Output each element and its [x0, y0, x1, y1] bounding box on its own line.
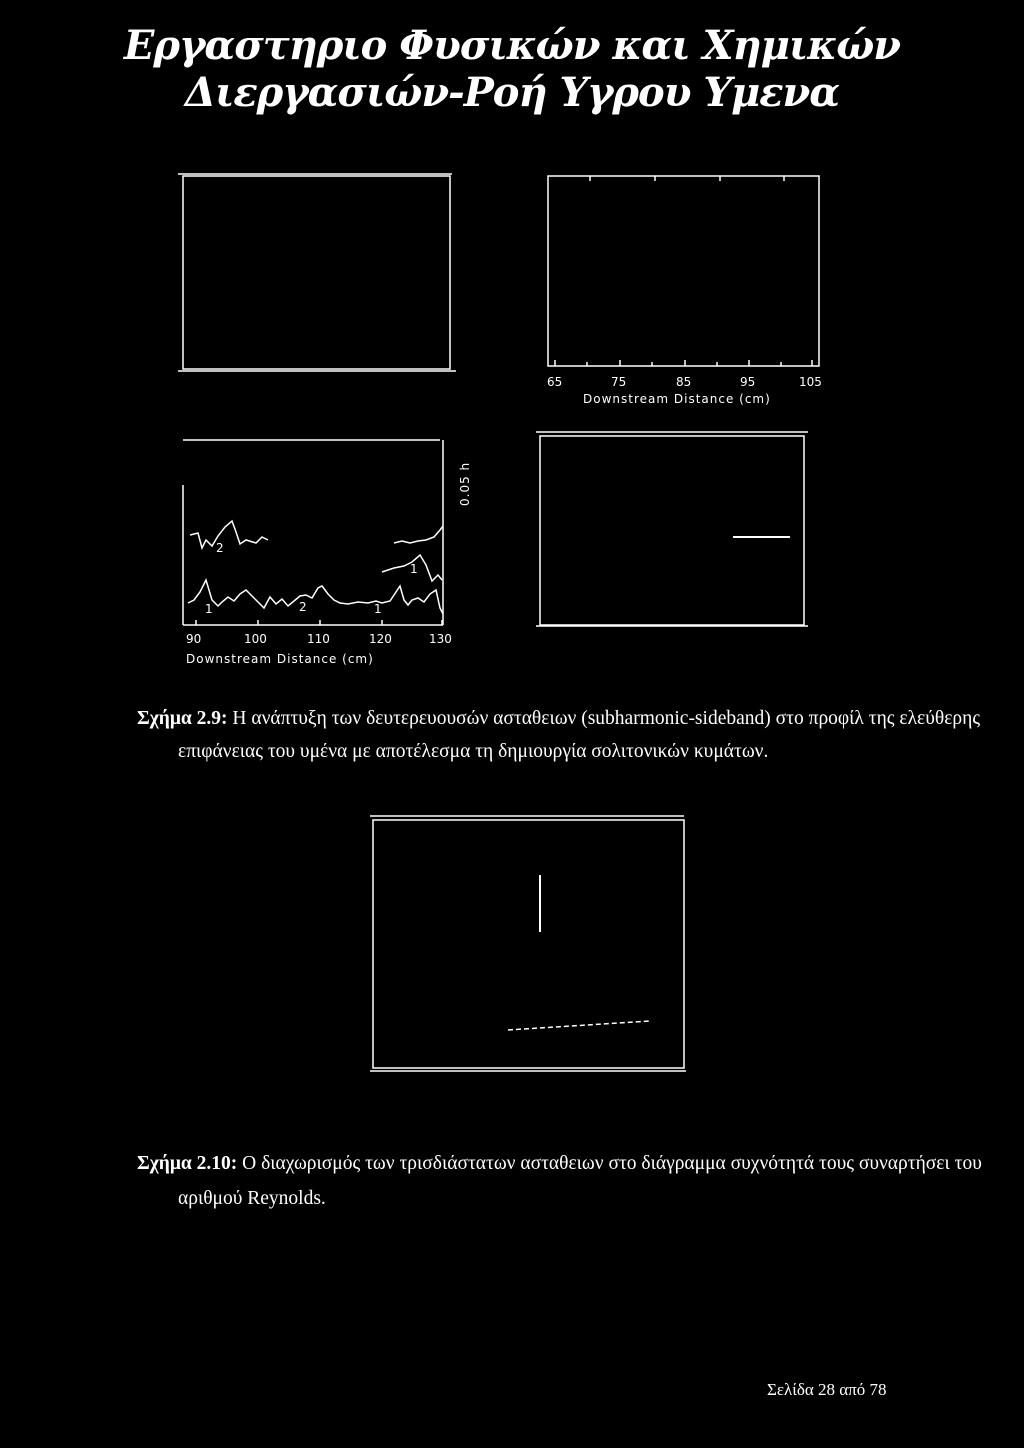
tick-label: 75 [611, 375, 627, 389]
panel-fig-2-10 [373, 820, 684, 1068]
tick-label: 85 [676, 375, 692, 389]
caption-label: Σχήμα 2.9: [137, 708, 228, 729]
tick-label: 130 [429, 632, 452, 646]
trace-label: 1 [374, 602, 382, 616]
trace-label: 2 [299, 600, 307, 614]
caption-label: Σχήμα 2.10: [137, 1153, 238, 1174]
axis-label-x: Downstream Distance (cm) [583, 392, 771, 406]
caption-figure-2-9-cont: επιφάνειας του υμένα με αποτέλεσμα τη δημιουργία σολιτονικών κυμάτων. [178, 741, 769, 762]
trace-label: 1 [410, 562, 418, 576]
tick-label: 105 [799, 375, 822, 389]
page-header: Εργαστηριο Φυσικών και Χημικών Διεργασιών-Ροή Υγρου Υμενα [123, 22, 901, 116]
panel-top-left [183, 176, 450, 369]
wave-trace-upper-right [394, 526, 443, 543]
axis-label-x: Downstream Distance (cm) [186, 652, 374, 666]
page-number: Σελίδα 28 από 78 [767, 1380, 887, 1399]
tick-label: 65 [547, 375, 563, 389]
caption-text-line1: Ο διαχωρισμός των τρισδιάστατων ασταθειων στο διάγραμμα συχνότητά τους συναρτήσει του [242, 1153, 982, 1174]
wave-trace-upper [190, 521, 268, 548]
caption-text-line1: Η ανάπτυξη των δευτερευουσών ασταθειων (subharmonic-sideband) στο προφίλ της ελεύθερης [232, 708, 981, 729]
panel-fig-2-10-dashed-line [508, 1021, 650, 1030]
caption-figure-2-9 [137, 705, 1017, 733]
wave-trace-lower [188, 580, 443, 614]
tick-label: 95 [740, 375, 756, 389]
tick-label: 100 [244, 632, 267, 646]
tick-label: 90 [186, 632, 202, 646]
trace-label: 1 [205, 602, 213, 616]
caption-figure-2-10-cont: αριθμού Reynolds. [178, 1188, 326, 1209]
panel-top-right-ticks [555, 176, 812, 366]
scale-label: 0.05 h [458, 461, 472, 506]
panel-top-right [548, 176, 819, 366]
trace-label: 2 [216, 541, 224, 555]
tick-label: 110 [307, 632, 330, 646]
tick-label: 120 [369, 632, 392, 646]
caption-figure-2-10 [137, 1150, 1017, 1178]
panel-middle-right [540, 436, 804, 625]
